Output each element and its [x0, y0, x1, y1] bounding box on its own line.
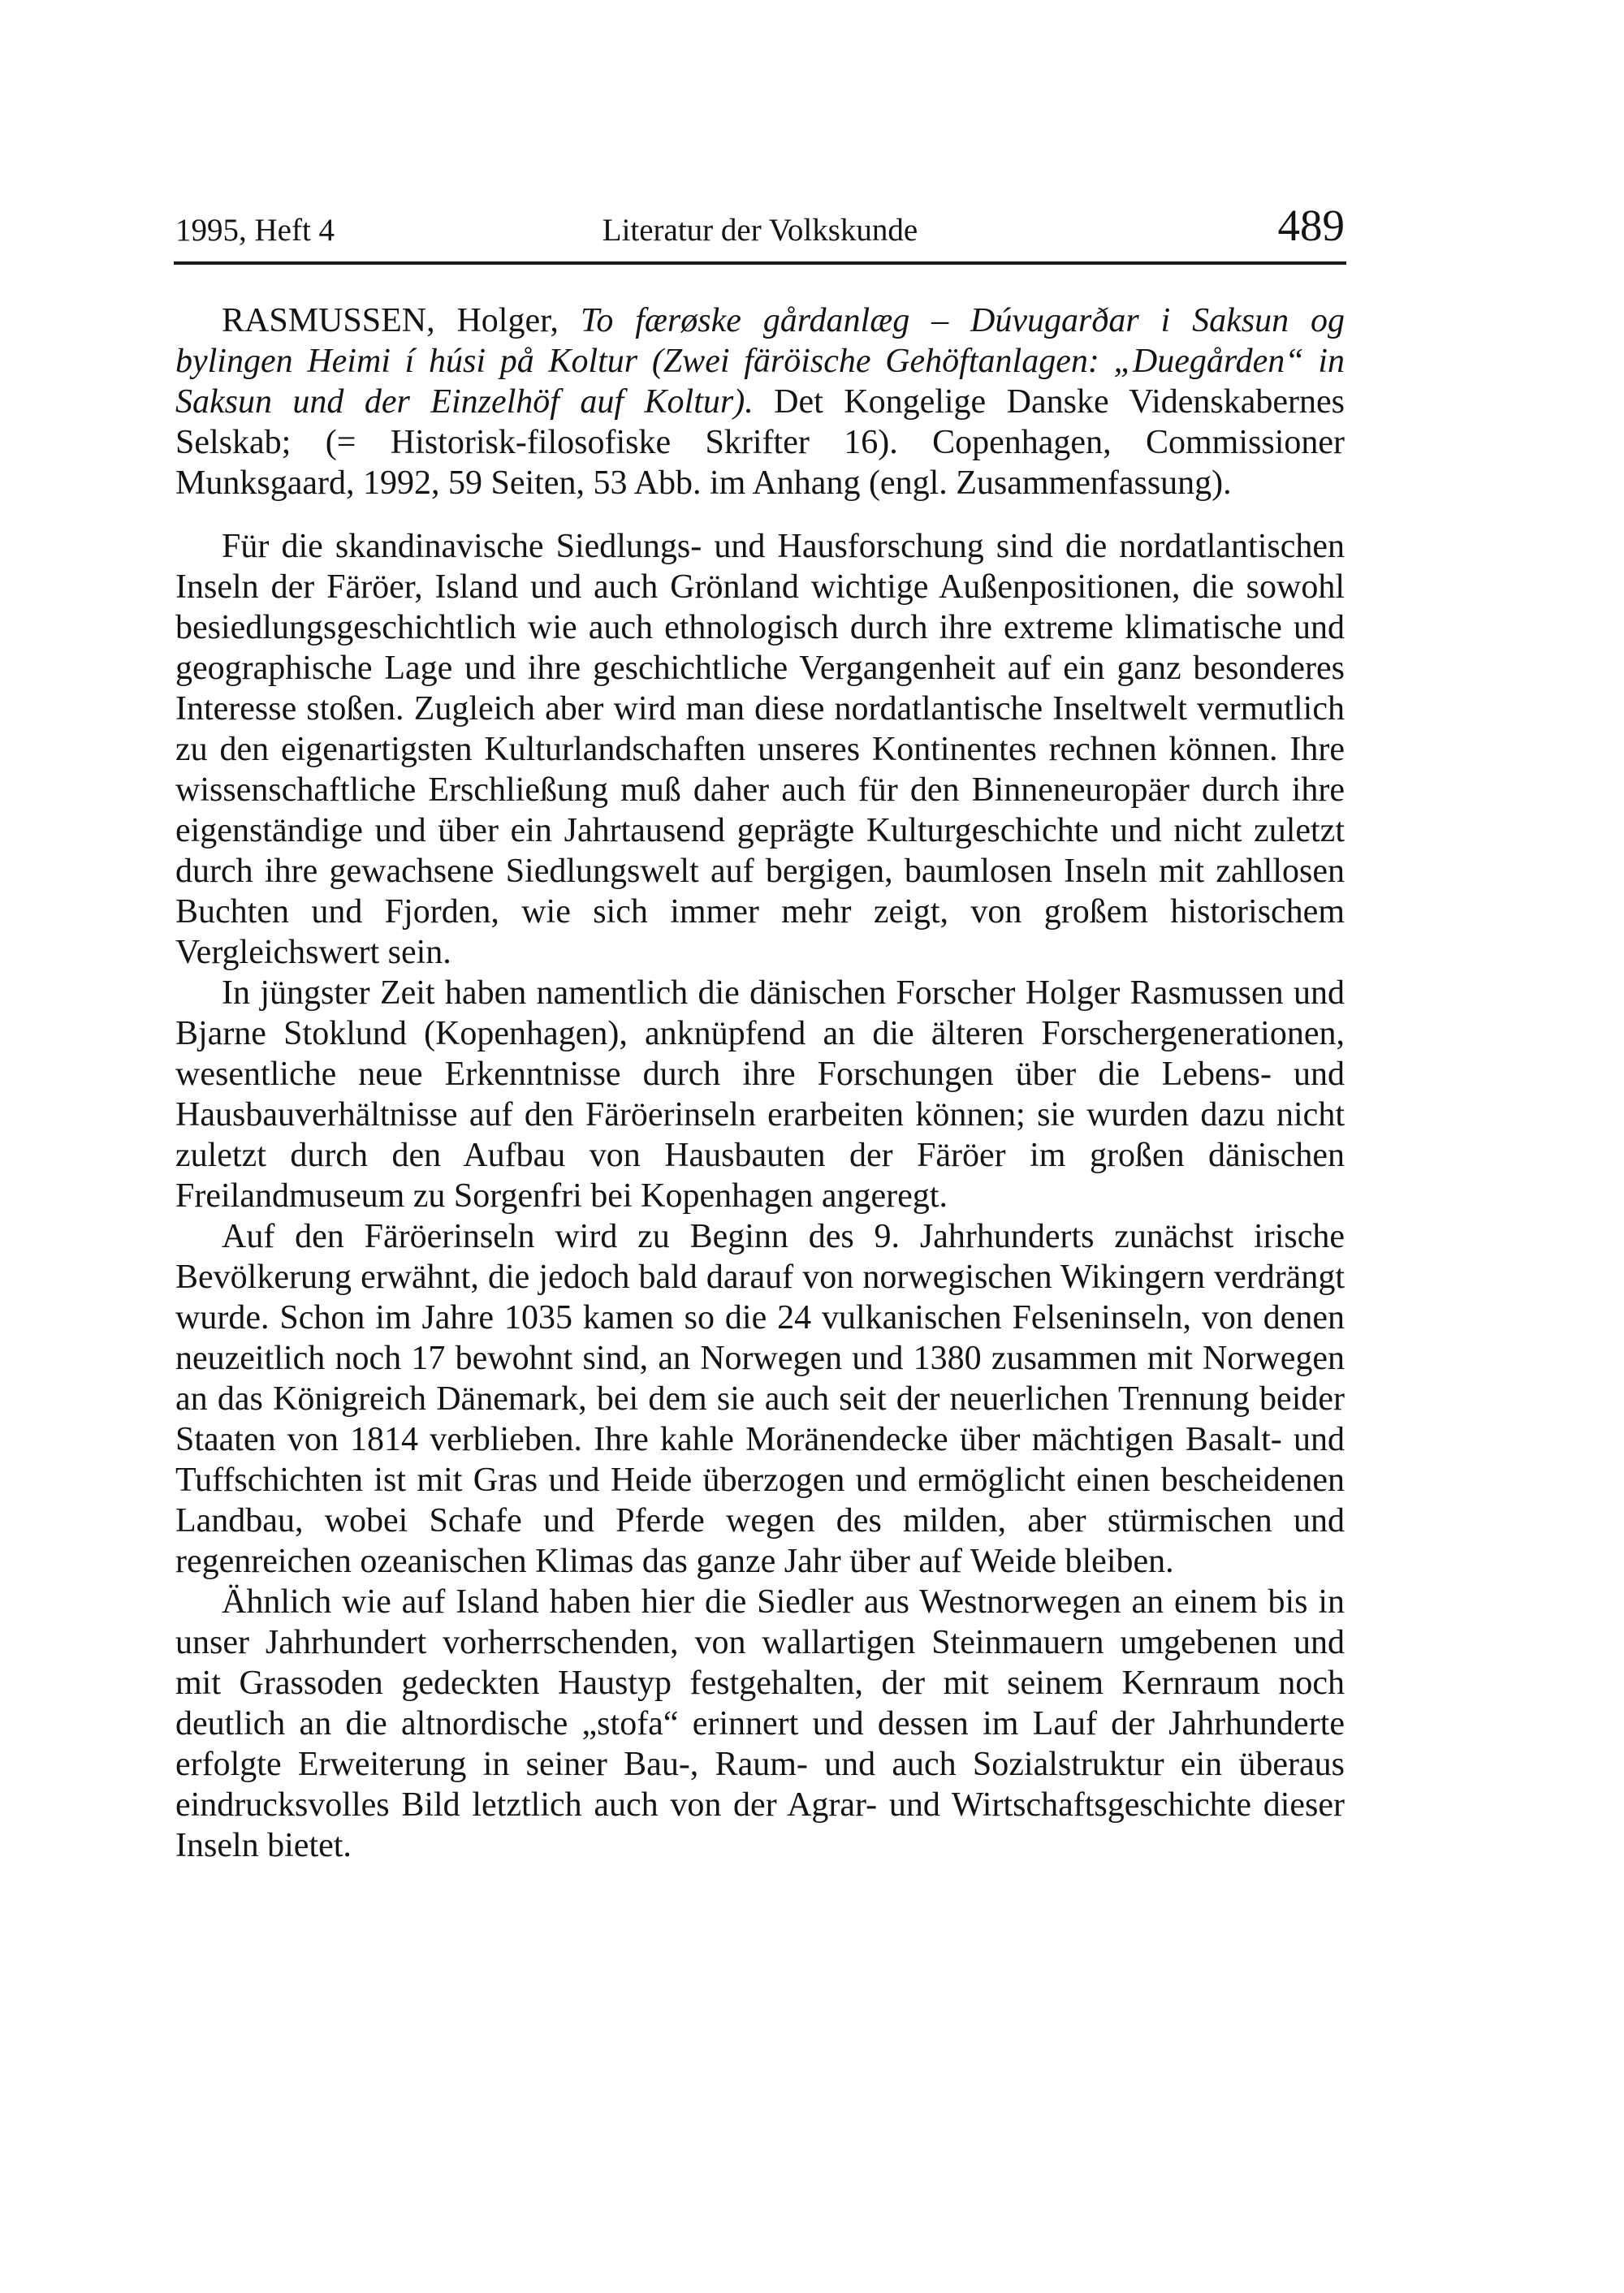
header-rule [174, 261, 1346, 265]
text-run: Für die skandinavische Siedlungs- und Hausforschung sind die nordatlantischen Inseln der Färöer, Island und auch Grönland wichtige Außenpositionen, die sowohl besiedlungsgeschichtlich wie auch ethnologisch durch ihre extreme klimatische und geographische Lage und ihre geschichtliche Vergangenheit auf ein ganz besonderes Interesse stoßen. Zugleich aber wird man diese nordatlantische Inseltwelt vermutlich zu den eigenartigsten Kulturlandschaften unseres Kontinentes rechnen können. Ihre wissenschaftliche Erschließung muß daher auch für den Binneneuropäer durch ihre eigenständige und über ein Jahrtausend geprägte Kulturgeschichte und nicht zuletzt durch ihre gewachsene Siedlungswelt auf bergigen, baumlosen Inseln mit zahllosen Buchten und Fjorden, wie sich immer mehr zeigt, von großem historischem Vergleichswert sein. [175, 528, 1345, 971]
review-body [175, 300, 1345, 1866]
paragraph [175, 973, 1345, 1216]
paragraph [175, 300, 1345, 503]
page-number: 489 [1277, 201, 1345, 250]
page-header [175, 200, 1345, 251]
paragraph [175, 1216, 1345, 1582]
paragraph [175, 526, 1345, 973]
issue-label: 1995, Heft 4 [175, 213, 335, 248]
journal-title: Literatur der Volkskunde [602, 213, 918, 248]
text-run: Det Kongelige Danske Videnskabernes Selskab; (= Historisk-filosofiske Skrifter 16). Copenhagen, Commissioner Munksgaard, 1992, 59 Seiten, 53 Abb. im Anhang (engl. Zusammenfassung). [175, 383, 1345, 502]
text-run: Auf den Färöerinseln wird zu Beginn des 9. Jahrhunderts zunächst irische Bevölkerung erwähnt, die jedoch bald darauf von norwegischen Wikingern verdrängt wurde. Schon im Jahre 1035 kamen so die 24 vulkanischen Felseninseln, von denen neuzeitlich noch 17 bewohnt sind, an Norwegen und 1380 zusammen mit Norwegen an das Königreich Dänemark, bei dem sie auch seit der neuerlichen Trennung beider Staaten von 1814 verblieben. Ihre kahle Moränendecke über mächtigen Basalt- und Tuffschichten ist mit Gras und Heide überzogen und ermöglicht einen bescheidenen Landbau, wobei Schafe und Pferde wegen des milden, aber stürmischen und regenreichen ozeanischen Klimas das ganze Jahr über auf Weide bleiben. [175, 1218, 1345, 1580]
italic-text-run: To færøske gårdanlæg – Dúvugarðar i Saksun og bylingen Heimi í húsi på Koltur (Zwei färöische Gehöftanlagen: „Duegården“ in Saksun und der Einzelhöf auf Koltur). [175, 302, 1345, 421]
text-run: In jüngster Zeit haben namentlich die dänischen Forscher Holger Rasmussen und Bjarne Stoklund (Kopenhagen), anknüpfend an die älteren Forschergenerationen, wesentliche neue Erkenntnisse durch ihre Forschungen über die Lebens- und Hausbauverhältnisse auf den Färöerinseln erarbeiten können; sie wurden dazu nicht zuletzt durch den Aufbau von Hausbauten der Färöer im großen dänischen Freilandmuseum zu Sorgenfri bei Kopenhagen angeregt. [175, 974, 1345, 1215]
paragraph [175, 1582, 1345, 1866]
text-run: RASMUSSEN, Holger, [222, 302, 581, 339]
text-run: Ähnlich wie auf Island haben hier die Siedler aus Westnorwegen an einem bis in unser Jahrhundert vorherrschenden, von wallartigen Steinmauern umgebenen und mit Grassoden gedeckten Haustyp festgehalten, der mit seinem Kernraum noch deutlich an die altnordische „stofa“ erinnert und dessen im Lauf der Jahrhunderte erfolgte Erweiterung in seiner Bau-, Raum- und auch Sozialstruktur ein überaus eindrucksvolles Bild letztlich auch von der Agrar- und Wirtschaftsgeschichte dieser Inseln bietet. [175, 1583, 1345, 1864]
